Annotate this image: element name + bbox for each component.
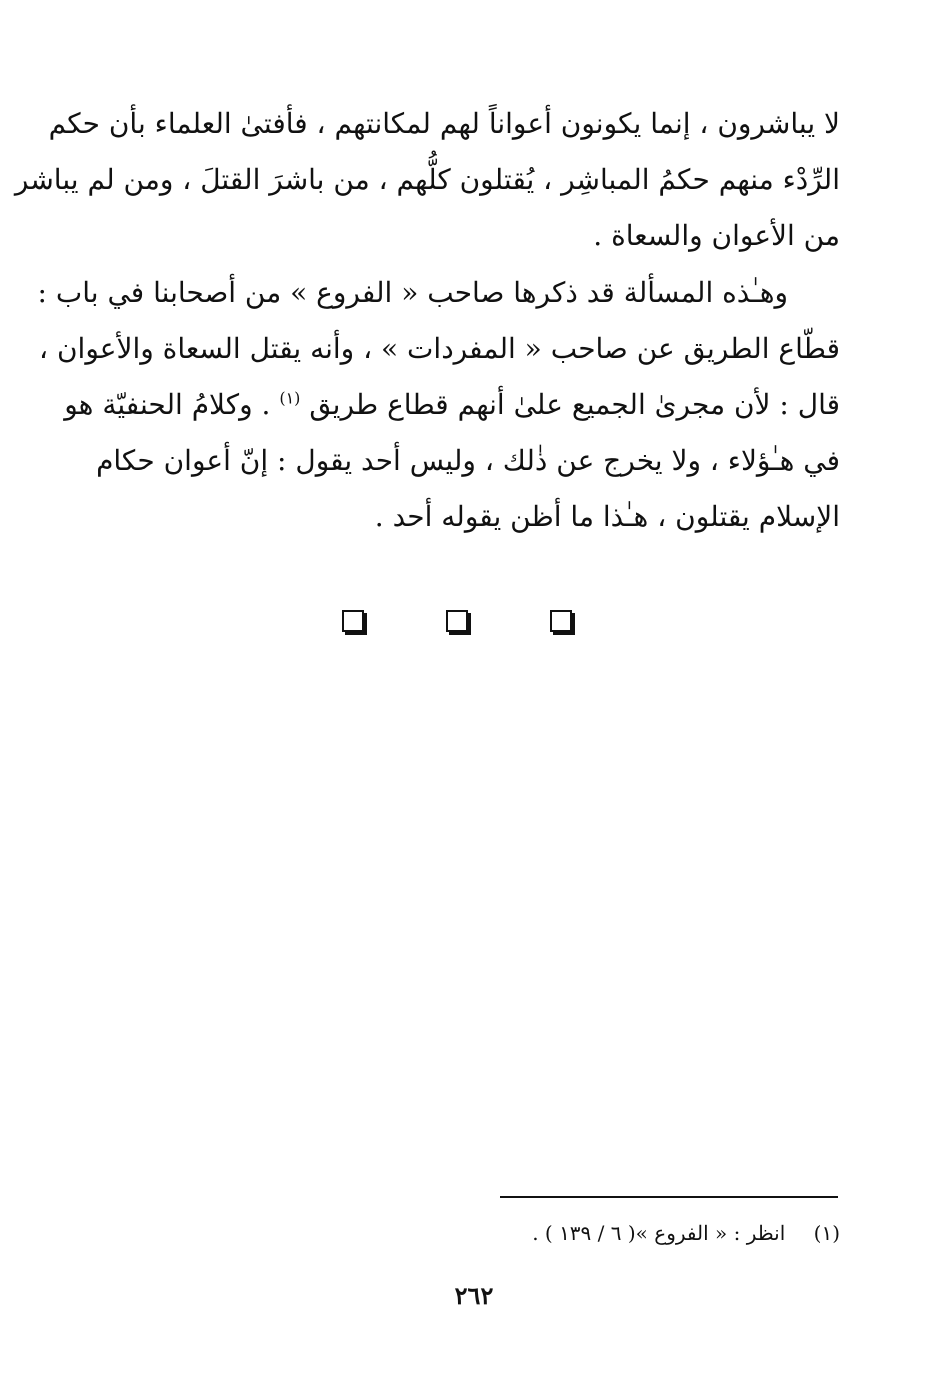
- text-line: الرِّدْء منهم حكمُ المباشِر ، يُقتلون كلُّهم ، من باشرَ القتلَ ، ومن لم يباشر: [14, 163, 840, 196]
- section-divider-ornaments: [340, 610, 580, 640]
- paragraph-1: [14, 96, 840, 264]
- footnote: [480, 1218, 840, 1248]
- text-line: في هـٰؤلاء ، ولا يخرج عن ذٰلك ، وليس أحد يقول : إنّ أعوان حكام: [96, 444, 840, 477]
- text-line: من الأعوان والسعاة .: [593, 219, 840, 252]
- paragraph-2: [37, 265, 840, 545]
- square-ornament-icon: [342, 610, 364, 632]
- square-ornament-icon: [446, 610, 468, 632]
- text-segment: . وكلامُ الحنفيّة هو: [64, 388, 280, 421]
- text-line-with-footnote: [64, 377, 840, 433]
- text-line: وهـٰذه المسألة قد ذكرها صاحب « الفروع » من أصحابنا في باب :: [37, 276, 788, 309]
- footnote-text: انظر : « الفروع »( ٦ / ١٣٩ ) .: [532, 1221, 786, 1245]
- text-segment: قال : لأن مجرىٰ الجميع علىٰ أنهم قطاع طريق: [309, 388, 840, 421]
- square-ornament-icon: [550, 610, 572, 632]
- text-line: قطّاع الطريق عن صاحب « المفردات » ، وأنه يقتل السعاة والأعوان ،: [39, 332, 840, 365]
- text-line: الإسلام يقتلون ، هـٰذا ما أظن يقوله أحد .: [374, 500, 840, 533]
- page-number: ٢٦٢: [454, 1281, 494, 1310]
- footnote-number: (١): [813, 1221, 840, 1245]
- footnote-reference[interactable]: (١): [279, 388, 301, 408]
- footnote-separator: [500, 1196, 838, 1198]
- text-line: لا يباشرون ، إنما يكونون أعواناً لهم لمكانتهم ، فأفتىٰ العلماء بأن حكم: [48, 107, 840, 140]
